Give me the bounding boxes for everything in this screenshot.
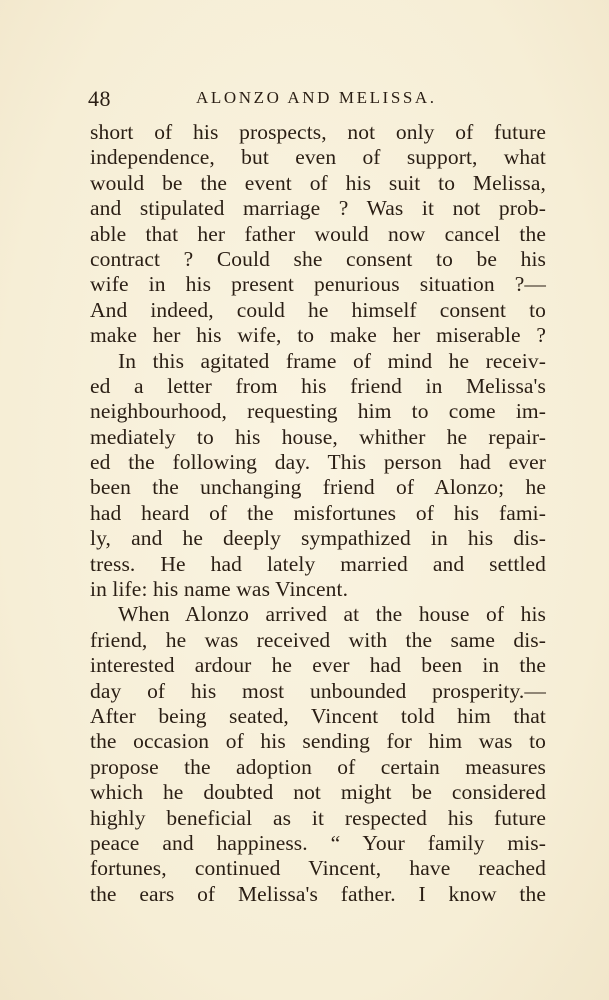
paragraph-end-line: in life: his name was Vincent. — [90, 577, 349, 602]
text-line: ed the following day. This person had ever — [90, 450, 546, 475]
text-line: short of his prospects, not only of future — [90, 120, 546, 144]
running-head — [88, 86, 545, 114]
text-line: friend, he was received with the same dis- — [90, 627, 546, 652]
text-line: ed a letter from his friend in Melissa's — [90, 373, 546, 398]
text-line: the ears of Melissa's father. I know the — [90, 881, 546, 906]
text-line: wife in his present penurious situation ?— — [90, 272, 546, 297]
text-line: able that her father would now cancel the — [90, 221, 546, 246]
text-line: And indeed, could he himself consent to — [90, 297, 546, 322]
running-title: ALONZO AND MELISSA. — [196, 88, 437, 107]
text-line: mediately to his house, whither he repair- — [90, 424, 546, 449]
text-line: interested ardour he ever had been in the — [90, 653, 546, 678]
text-line: which he doubted not might be considered — [90, 780, 546, 805]
text-line: make her his wife, to make her miserable ? — [90, 323, 546, 348]
page-number: 48 — [88, 86, 111, 111]
body-text — [90, 120, 546, 907]
text-line: neighbourhood, requesting him to come im- — [90, 399, 546, 424]
text-line: the occasion of his sending for him was to — [90, 729, 546, 754]
text-line: After being seated, Vincent told him that — [90, 703, 546, 728]
text-line: highly beneficial as it respected his future — [90, 805, 546, 830]
text-line: and stipulated marriage ? Was it not prob- — [90, 196, 546, 221]
text-line: had heard of the misfortunes of his fami- — [90, 500, 546, 525]
text-line: propose the adoption of certain measures — [90, 754, 546, 779]
text-line: fortunes, continued Vincent, have reached — [90, 856, 546, 881]
paragraph-start-line: In this agitated frame of mind he receiv- — [118, 348, 546, 373]
text-line: been the unchanging friend of Alonzo; he — [90, 475, 546, 500]
text-line: peace and happiness. “ Your family mis- — [90, 830, 546, 855]
text-line: ly, and he deeply sympathized in his dis- — [90, 526, 546, 551]
text-line: would be the event of his suit to Melissa, — [90, 170, 546, 195]
text-line: independence, but even of support, what — [90, 145, 546, 170]
text-line: tress. He had lately married and settled — [90, 551, 546, 576]
text-line: day of his most unbounded prosperity.— — [90, 678, 546, 703]
text-line: contract ? Could she consent to be his — [90, 246, 546, 271]
paragraph-start-line: When Alonzo arrived at the house of his — [118, 602, 546, 627]
